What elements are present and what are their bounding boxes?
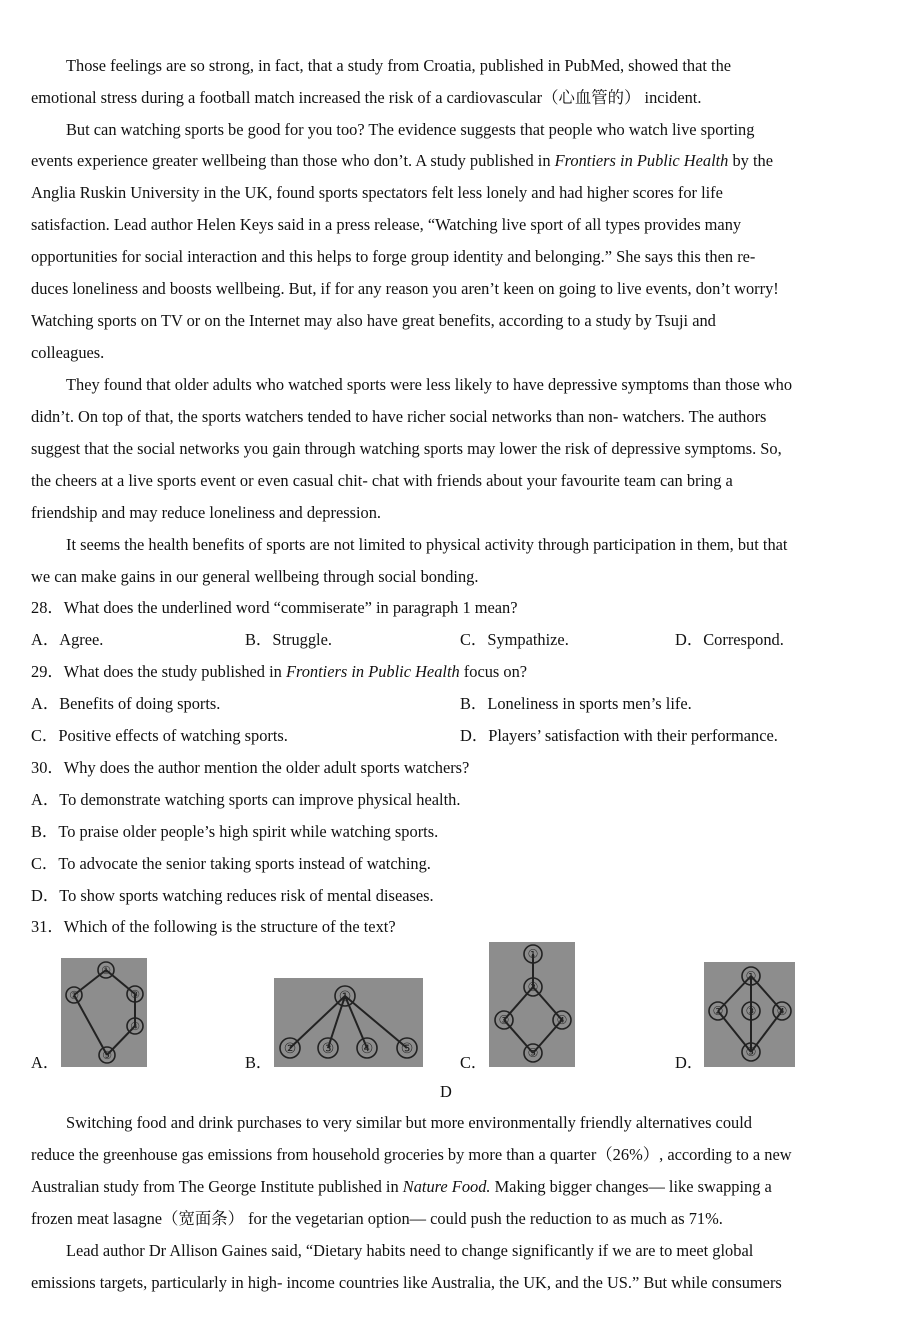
structure-diagram-b-svg (274, 978, 423, 1067)
passage-line: opportunities for social interaction and this helps to forge group identity and belonging.” She says this then re- (31, 247, 756, 266)
question-stem: 28．What does the underlined word “commiserate” in paragraph 1 mean? (31, 598, 518, 617)
option-b[interactable]: B．Struggle. (245, 630, 332, 649)
node-label: ① (745, 969, 757, 983)
passage-line: Australian study from The George Institute published in Nature Food. Making bigger changes— like swapping a (31, 1177, 772, 1196)
passage-line: reduce the greenhouse gas emissions from household groceries by more than a quarter（26%）, according to a new (31, 1145, 792, 1164)
node-label: ① (338, 989, 352, 1005)
option-b[interactable]: B．Loneliness in sports men’s life. (460, 694, 692, 713)
passage-line: It seems the health benefits of sports are not limited to physical activity through participation in them, but that (66, 535, 788, 554)
passage-line: Lead author Dr Allison Gaines said, “Dietary habits need to change significantly if we are to meet global (66, 1241, 754, 1260)
option-d[interactable]: D．Correspond. (675, 630, 784, 649)
passage-line: satisfaction. Lead author Helen Keys said in a press release, “Watching live sport of all types provides many (31, 215, 742, 234)
question-stem: 30．Why does the author mention the older adult sports watchers? (31, 758, 470, 777)
node-label: ⑤ (745, 1045, 757, 1059)
passage-line: the cheers at a live sports event or even casual chit- chat with friends about your favourite team can bring a (31, 471, 733, 490)
node-label: ① (101, 964, 111, 977)
node-label: ② (712, 1004, 724, 1018)
passage-line: They found that older adults who watched sports were less likely to have depressive symptoms than those who (66, 375, 793, 394)
passage-line: But can watching sports be good for you too? The evidence suggests that people who watch live sporting (66, 120, 755, 139)
option-a-label[interactable]: A． (31, 1053, 60, 1072)
structure-diagram-c[interactable] (489, 942, 575, 1067)
node-label: ② (527, 980, 539, 994)
structure-diagram-d-svg (704, 962, 795, 1067)
node-label: ④ (360, 1041, 374, 1057)
structure-diagram-d[interactable] (704, 962, 795, 1067)
passage-line: Those feelings are so strong, in fact, that a study from Croatia, published in PubMed, showed that the (66, 56, 732, 75)
passage-line: emotional stress during a football match increased the risk of a cardiovascular（心血管的） incident. (31, 88, 702, 107)
passage-line: Switching food and drink purchases to very similar but more environmentally friendly alternatives could (66, 1113, 752, 1132)
question-stem: 29．What does the study published in Frontiers in Public Health focus on? (31, 662, 528, 681)
passage-line: didn’t. On top of that, the sports watchers tended to have richer social networks than non- watchers. The authors (31, 407, 767, 426)
option-c[interactable]: C．Positive effects of watching sports. (31, 726, 288, 745)
option-a[interactable]: A．Benefits of doing sports. (31, 694, 221, 713)
option-a[interactable]: A．Agree. (31, 630, 104, 649)
journal-title: Frontiers in Public Health (285, 662, 460, 681)
passage-line: events experience greater wellbeing than those who don’t. A study published in Frontiers in Public Health by the (31, 151, 773, 170)
option-d-label[interactable]: D． (675, 1053, 704, 1072)
passage-line: emissions targets, particularly in high- income countries like Australia, the UK, and the US.” But while consumers (31, 1273, 782, 1292)
passage-line: we can make gains in our general wellbeing through social bonding. (31, 567, 479, 586)
node-label: ② (283, 1041, 297, 1057)
structure-diagram-a-svg (61, 958, 147, 1067)
node-label: ① (527, 947, 539, 961)
node-label: ⑤ (102, 1049, 112, 1062)
journal-title: Nature Food. (402, 1177, 491, 1196)
option-d[interactable]: D．Players’ satisfaction with their performance. (460, 726, 778, 745)
question-stem: 31．Which of the following is the structure of the text? (31, 917, 396, 936)
node-label: ③ (498, 1013, 510, 1027)
option-b[interactable]: B．To praise older people’s high spirit while watching sports. (31, 822, 439, 841)
node-label: ⑤ (400, 1041, 414, 1057)
structure-diagram-b[interactable] (274, 978, 423, 1067)
option-d[interactable]: D．To show sports watching reduces risk of mental diseases. (31, 886, 434, 905)
option-c[interactable]: C．Sympathize. (460, 630, 569, 649)
option-b-label[interactable]: B． (245, 1053, 273, 1072)
node-label: ④ (130, 1020, 140, 1033)
passage-line: frozen meat lasagne（宽面条） for the vegetarian option— could push the reduction to as much as 71%. (31, 1209, 723, 1228)
node-label: ④ (776, 1004, 788, 1018)
node-label: ② (69, 989, 79, 1002)
option-c-label[interactable]: C． (460, 1053, 488, 1072)
passage-line: colleagues. (31, 343, 105, 362)
node-label: ⑤ (527, 1046, 539, 1060)
structure-diagram-a[interactable] (61, 958, 147, 1067)
node-label: ③ (321, 1041, 335, 1057)
node-label: ④ (556, 1013, 568, 1027)
passage-line: Anglia Ruskin University in the UK, found sports spectators felt less lonely and had higher scores for life (31, 183, 723, 202)
passage-line: Watching sports on TV or on the Internet may also have great benefits, according to a study by Tsuji and (31, 311, 716, 330)
node-label: ③ (130, 988, 140, 1001)
option-a[interactable]: A．To demonstrate watching sports can improve physical health. (31, 790, 461, 809)
passage-line: friendship and may reduce loneliness and depression. (31, 503, 382, 522)
passage-line: duces loneliness and boosts wellbeing. But, if for any reason you aren’t keen on going to live events, don’t worry! (31, 279, 779, 298)
passage-line: suggest that the social networks you gain through watching sports may lower the risk of depressive symptoms. So, (31, 439, 782, 458)
journal-title: Frontiers in Public Health (554, 151, 729, 170)
section-title: D (440, 1082, 452, 1101)
node-label: ③ (745, 1004, 757, 1018)
option-c[interactable]: C．To advocate the senior taking sports instead of watching. (31, 854, 431, 873)
structure-diagram-c-svg (489, 942, 575, 1067)
